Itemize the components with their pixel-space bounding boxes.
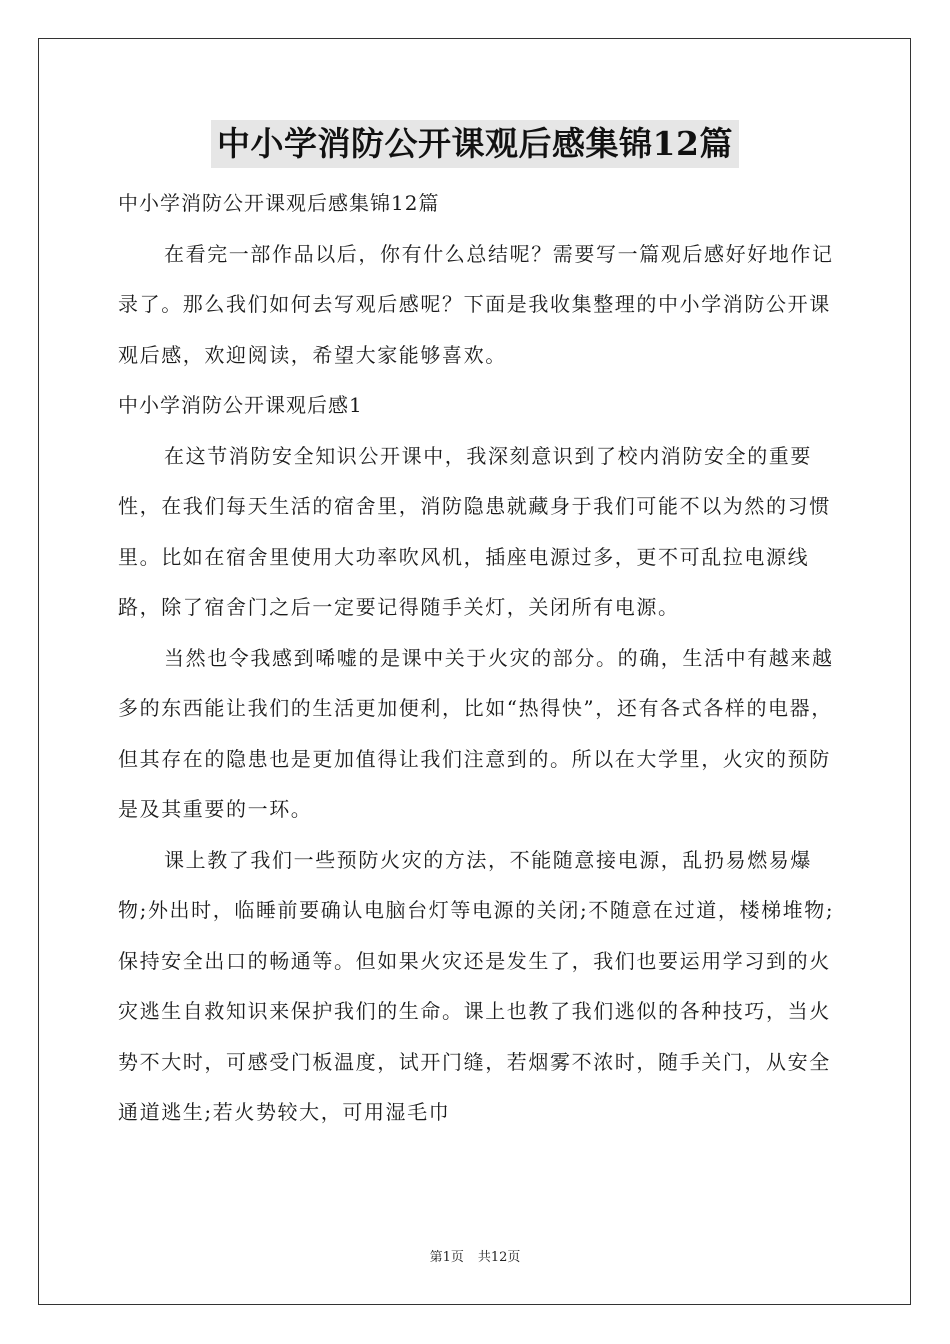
body-paragraph: 课上教了我们一些预防火灾的方法，不能随意接电源，乱扔易燃易爆物;外出时，临睡前要确认电脑台灯等电源的关闭;不随意在过道，楼梯堆物;保持安全出口的畅通等。但如果火灾还是发生了，我们也要运用学习到的火灾逃生自救知识来保护我们的生命。课上也教了我们逃似的各种技巧，当火势不大时，可感受门板温度，试开门缝，若烟雾不浓时，随手关门，从安全通道逃生;若火势较大，可用湿毛巾 bbox=[118, 847, 835, 1124]
body-paragraph: 当然也令我感到唏嘘的是课中关于火灾的部分。的确，生活中有越来越多的东西能让我们的生活更加便利，比如“热得快”，还有各式各样的电器，但其存在的隐患也是更加值得让我们注意到的。所以在大学里，火灾的预防是及其重要的一环。 bbox=[118, 645, 834, 821]
document-body bbox=[118, 178, 836, 1138]
body-paragraph: 在这节消防安全知识公开课中，我深刻意识到了校内消防安全的重要性，在我们每天生活的宿舍里，消防隐患就藏身于我们可能不以为然的习惯里。比如在宿舍里使用大功率吹风机，插座电源过多，更不可乱拉电源线路，除了宿舍门之后一定要记得随手关灯，关闭所有电源。 bbox=[118, 443, 831, 619]
subtitle-heading: 中小学消防公开课观后感集锦12篇 bbox=[118, 191, 440, 215]
total-pages: 共12页 bbox=[477, 1250, 521, 1265]
section-heading: 中小学消防公开课观后感1 bbox=[118, 393, 363, 417]
intro-paragraph: 在看完一部作品以后，你有什么总结呢？需要写一篇观后感好好地作记录了。那么我们如何去写观后感呢？下面是我收集整理的中小学消防公开课观后感，欢迎阅读，希望大家能够喜欢。 bbox=[118, 241, 834, 367]
page-number: 第1页 bbox=[429, 1250, 464, 1265]
document-title bbox=[0, 120, 950, 176]
page-footer bbox=[0, 1246, 950, 1265]
document-title-text: 中小学消防公开课观后感集锦12篇 bbox=[211, 120, 739, 168]
